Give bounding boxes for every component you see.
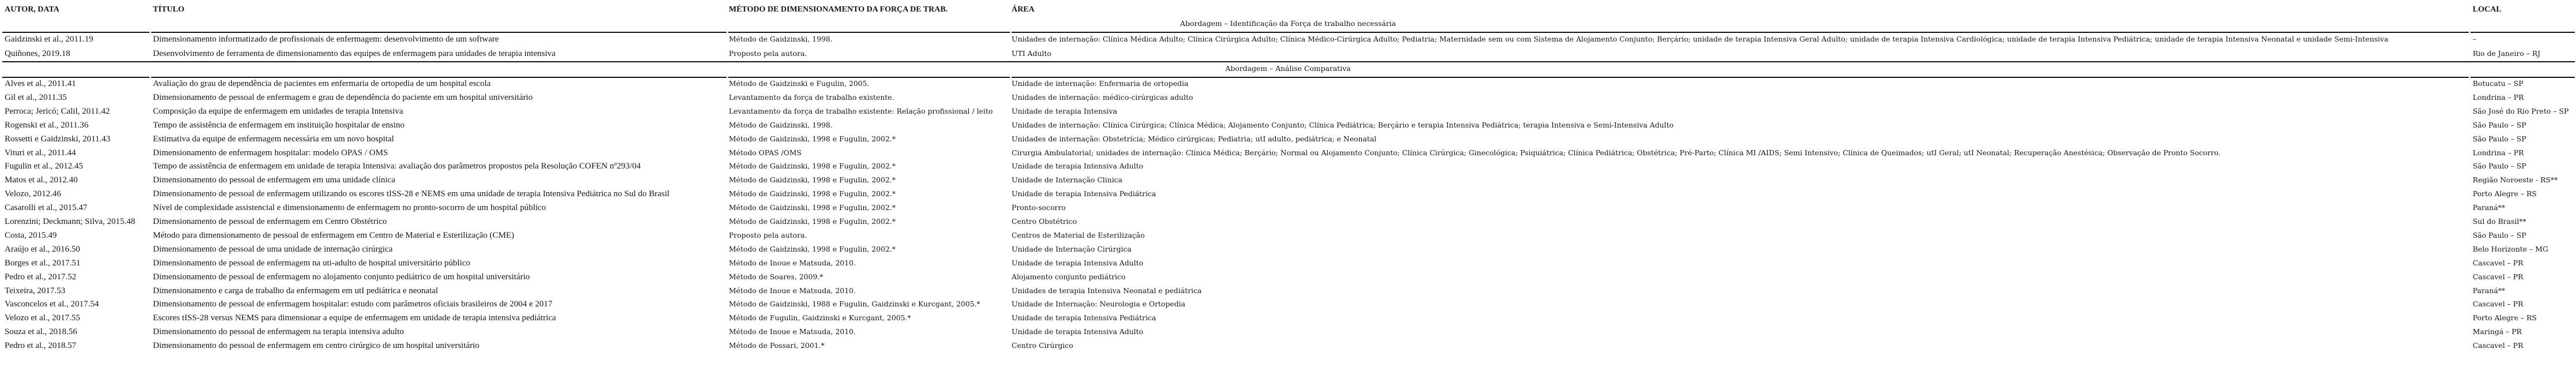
table-rule (1012, 77, 2469, 78)
cell-local: Paraná** (2473, 286, 2506, 295)
cell-area: Cirurgia Ambulatorial; unidades de internação: Clínica Médica; Berçário; Normal ou Alojamento Conjunto; Clínica Cirúrgica; Ginecológica; Psiquiátrica; Clínica Pediátrica; Obstétrica; Pré-Parto; Clínica MI /AIDS; Semi Intensivo; Clínica de Queimados; utI Geral; utI Neonatal; Recuperação Anestésica; Observação de Pronto Socorro. (1012, 148, 2221, 157)
cell-method: Proposto pela autora. (729, 49, 807, 58)
cell-method: Método de Inoue e Matsuda, 2010. (729, 286, 856, 295)
cell-author: Fugulin et al., 2012.45 (5, 162, 83, 171)
cell-local: Sul do Brasil** (2473, 217, 2526, 226)
table-rule (151, 77, 727, 78)
cell-local: Belo Horizonte – MG (2473, 244, 2548, 253)
cell-local: Londrina – PR (2473, 148, 2524, 157)
cell-author: Rossetti e Gaidzinski, 2011.43 (5, 134, 111, 144)
cell-author: Casarolli et al., 2015.47 (5, 203, 88, 213)
cell-local: Cascavel – PR (2473, 272, 2523, 281)
cell-method: Método de Gaidzinski e Fugulin, 2005. (729, 79, 870, 88)
cell-title: Dimensionamento do pessoal de enfermagem em uma unidade clínica (153, 175, 395, 185)
cell-method: Método de Inoue e Matsuda, 2010. (729, 258, 856, 267)
table-rule (2, 61, 2575, 62)
cell-title: Dimensionamento informatizado de profissionais de enfermagem: desenvolvimento de um software (153, 35, 499, 44)
cell-title: Dimensionamento do pessoal de enfermagem na terapia intensiva adulto (153, 327, 404, 337)
table-rule (728, 32, 1010, 33)
cell-title: Nível de complexidade assistencial e dimensionamento de enfermagem no pronto-socorro de um hospital público (153, 203, 546, 213)
cell-title: Dimensionamento de enfermagem hospitalar: modelo OPAS / OMS (153, 148, 388, 158)
cell-title: Dimensionamento e carga de trabalho da enfermagem em utI pediátrica e neonatal (153, 286, 439, 295)
cell-author: Alves et al., 2011.41 (5, 79, 76, 88)
cell-method: Método de Soares, 2009.* (729, 272, 823, 281)
cell-title: Estimativa da equipe de enfermagem necessária em um novo hospital (153, 134, 394, 144)
cell-area: Unidades de internação: Obstetrícia; Médico cirúrgicas; Pediatria; utI adulto, pediátrica; e Neonatal (1012, 134, 1377, 143)
cell-title: Dimensionamento de pessoal de enfermagem e grau de dependência do paciente em um hospital universitário (153, 92, 533, 102)
header-local: LOCAL (2473, 5, 2502, 14)
cell-method: Método de Gaidzinski, 1998 e Fugulin, 2002.* (729, 189, 896, 199)
cell-method: Levantamento da força de trabalho existente: Relação profissional / leito (729, 106, 993, 115)
cell-author: Araújo et al., 2016.50 (5, 244, 80, 254)
cell-local: São Paulo – SP (2473, 230, 2526, 239)
cell-author: Quiñones, 2019.18 (5, 49, 70, 58)
cell-method: Método de Gaidzinski, 1998 e Fugulin, 2002.* (729, 217, 896, 226)
table-rule (151, 32, 727, 33)
cell-author: Lorenzini; Deckmann; Silva, 2015.48 (5, 217, 136, 226)
table-rule (2, 32, 149, 33)
cell-local: Região Noroeste - RS** (2473, 175, 2558, 185)
table-rule (2, 77, 149, 78)
cell-method: Proposto pela autora. (729, 230, 807, 239)
cell-author: Pedro et al., 2017.52 (5, 272, 77, 282)
cell-method: Método de Gaidzinski, 1998 e Fugulin, 2002.* (729, 175, 896, 185)
table-rule (1012, 32, 2469, 33)
cell-area: Unidades de internação: médico-cirúrgicas adulto (1012, 92, 1193, 102)
cell-method: Método de Gaidzinski, 1998 e Fugulin, 2002.* (729, 244, 896, 253)
cell-area: Unidade de Internação Clinica (1012, 175, 1122, 185)
cell-area: Unidade de terapia Intensiva Adulto (1012, 258, 1144, 267)
cell-area: Unidades de internação: Clínica Médica Adulto; Clínica Cirúrgica Adulto; Clínica Médico-Cirúrgica Adulto; Pediatria; Maternidade sem ou com Sistema de Alojamento Conjunto; Berçário; unidade de terapia Intensiva Geral Adulto; unidade de terapia Intensiva Cardiológica; unidade de terapia Intensiva Pediátrica; unidade de terapia Intensiva Neonatal e unidade Semi-Intensiva (1012, 35, 2388, 43)
cell-local: – (2473, 35, 2477, 43)
cell-local: São José do Rio Preto – SP (2473, 106, 2569, 115)
cell-author: Pedro et al., 2018.57 (5, 341, 77, 351)
cell-method: Método OPAS /OMS (729, 148, 802, 157)
cell-method: Método de Gaidzinski, 1998 e Fugulin, 2002.* (729, 203, 896, 212)
cell-title: Desenvolvimento de ferramenta de dimensionamento das equipes de enfermagem para unidades de terapia intensiva (153, 49, 556, 58)
cell-local: São Paulo – SP (2473, 134, 2526, 143)
cell-title: Dimensionamento de pessoal de enfermagem hospitalar: estudo com parâmetros oficiais brasileiros de 2004 e 2017 (153, 299, 553, 309)
cell-area: Centro Cirúrgico (1012, 341, 1073, 350)
cell-method: Método de Fugulin, Gaidzinski e Kurcgant, 2005.* (729, 313, 911, 323)
cell-area: Unidades de terapia Intensiva Neonatal e pediátrica (1012, 286, 1202, 295)
cell-title: Dimensionamento de pessoal de enfermagem em Centro Obstétrico (153, 217, 387, 226)
header-method: MÉTODO DE DIMENSIONAMENTO DA FORÇA DE TRAB. (729, 5, 948, 14)
cell-area: Unidade de terapia Intensiva Pediátrica (1012, 189, 1156, 199)
cell-method: Método de Inoue e Matsuda, 2010. (729, 327, 856, 336)
cell-title: Dimensionamento de pessoal de enfermagem na uti-adulto de hospital universitário público (153, 258, 470, 268)
cell-author: Souza et al., 2018.56 (5, 327, 77, 337)
cell-author: Vituri et al., 2011.44 (5, 148, 76, 158)
cell-area: Unidade de terapia Intensiva (1012, 106, 1117, 115)
cell-author: Perroca; Jericó; Calil, 2011.42 (5, 106, 110, 116)
cell-method: Método de Gaidzinski, 1998 e Fugulin, 2002.* (729, 162, 896, 171)
cell-title: Composição da equipe de enfermagem em unidades de terapia Intensiva (153, 106, 403, 116)
cell-title: Dimensionamento de pessoal de uma unidade de internação cirúrgica (153, 244, 393, 254)
cell-local: Botucatu – SP (2473, 79, 2523, 88)
cell-local: Porto Alegre – RS (2473, 189, 2537, 199)
cell-title: Avaliação do grau de dependência de pacientes em enfermaria de ortopedia de um hospital escola (153, 79, 491, 88)
table-rule (2470, 32, 2575, 33)
cell-area: Unidade de terapia Intensiva Adulto (1012, 327, 1144, 336)
header-area: ÁREA (1012, 5, 1035, 14)
cell-author: Costa, 2015.49 (5, 230, 57, 240)
cell-author: Velozo, 2012.46 (5, 189, 61, 199)
cell-local: Rio de Janeiro – RJ (2473, 49, 2541, 58)
cell-title: Escores tISS-28 versus NEMS para dimensionar a equipe de enfermagem em unidade de terapia intensiva pediátrica (153, 313, 556, 323)
group-label: Abordagem – Análise Comparativa (1225, 64, 1351, 73)
cell-local: Cascavel – PR (2473, 299, 2523, 309)
cell-area: UTI Adulto (1012, 49, 1051, 58)
cell-method: Método de Gaidzinski, 1998. (729, 120, 833, 129)
table-rule (728, 77, 1010, 78)
cell-local: Cascavel – PR (2473, 341, 2523, 350)
cell-local: São Paulo – SP (2473, 120, 2526, 129)
cell-local: Porto Alegre – RS (2473, 313, 2537, 323)
cell-title: Dimensionamento de pessoal de enfermagem utilizando os escores tISS-28 e NEMS em uma unidade de terapia Intensiva Pediátrica no Sul do Brasil (153, 189, 670, 199)
cell-method: Levantamento da força de trabalho existente. (729, 92, 894, 102)
cell-title: Tempo de assistência de enfermagem em unidade de terapia Intensiva: avaliação dos parâmetros propostos pela Resolução COFEN nº293/04 (153, 162, 641, 171)
cell-local: Paraná** (2473, 203, 2506, 212)
header-author: AUTOR, DATA (5, 5, 59, 14)
cell-area: Unidade de internação: Enfermaria de ortopedia (1012, 79, 1189, 88)
cell-area: Centro Obstétrico (1012, 217, 1077, 226)
cell-method: Método de Gaidzinski, 1988 e Fugulin, Gaidzinski e Kurcgant, 2005.* (729, 299, 980, 309)
cell-area: Unidade de terapia Intensiva Adulto (1012, 162, 1144, 171)
cell-area: Pronto-socorro (1012, 203, 1066, 212)
cell-author: Gaidzinski et al., 2011.19 (5, 35, 93, 44)
cell-area: Centros de Material de Esterilização (1012, 230, 1145, 239)
cell-author: Vasconcelos et al., 2017.54 (5, 299, 99, 309)
cell-method: Método de Possari, 2001.* (729, 341, 825, 350)
cell-method: Método de Gaidzinski, 1998 e Fugulin, 2002.* (729, 134, 896, 143)
cell-area: Unidade de Internação Cirúrgica (1012, 244, 1132, 253)
cell-author: Rogenski et al., 2011.36 (5, 120, 89, 130)
cell-title: Dimensionamento do pessoal de enfermagem em centro cirúrgico de um hospital universitário (153, 341, 480, 351)
cell-local: Maringá – PR (2473, 327, 2522, 336)
cell-area: Unidades de internação: Clínica Cirúrgica; Clínica Médica; Alojamento Conjunto; Clínica Pediátrica; Berçário e terapia Intensiva Pediátrica; terapia Intensiva e Semi-Intensiva Adulto (1012, 120, 1674, 129)
cell-author: Borges et al., 2017.51 (5, 258, 81, 268)
cell-area: Alojamento conjunto pediátrico (1012, 272, 1126, 281)
cell-area: Unidade de terapia Intensiva Pediátrica (1012, 313, 1156, 323)
cell-title: Tempo de assistência de enfermagem em instituição hospitalar de ensino (153, 120, 405, 130)
header-title: TÍTULO (153, 5, 185, 14)
cell-title: Método para dimensionamento de pessoal de enfermagem em Centro de Material e Esterilização (CME) (153, 230, 515, 240)
group-label: Abordagem – Identificação da Força de trabalho necessária (1180, 19, 1396, 28)
cell-author: Teixeira, 2017.53 (5, 286, 66, 295)
cell-area: Unidade de Internação: Neurologia e Ortopedia (1012, 299, 1186, 309)
cell-local: Londrina – PR (2473, 92, 2524, 102)
cell-author: Matos et al., 2012.40 (5, 175, 78, 185)
cell-method: Método de Gaidzinski, 1998. (729, 35, 833, 43)
cell-author: Gil et al., 2011.35 (5, 92, 67, 102)
cell-author: Velozo et al., 2017.55 (5, 313, 80, 323)
table-rule (2470, 77, 2575, 78)
cell-title: Dimensionamento de pessoal de enfermagem no alojamento conjunto pediátrico de um hospital universitário (153, 272, 530, 282)
cell-local: São Paulo – SP (2473, 162, 2526, 171)
cell-local: Cascavel – PR (2473, 258, 2523, 267)
